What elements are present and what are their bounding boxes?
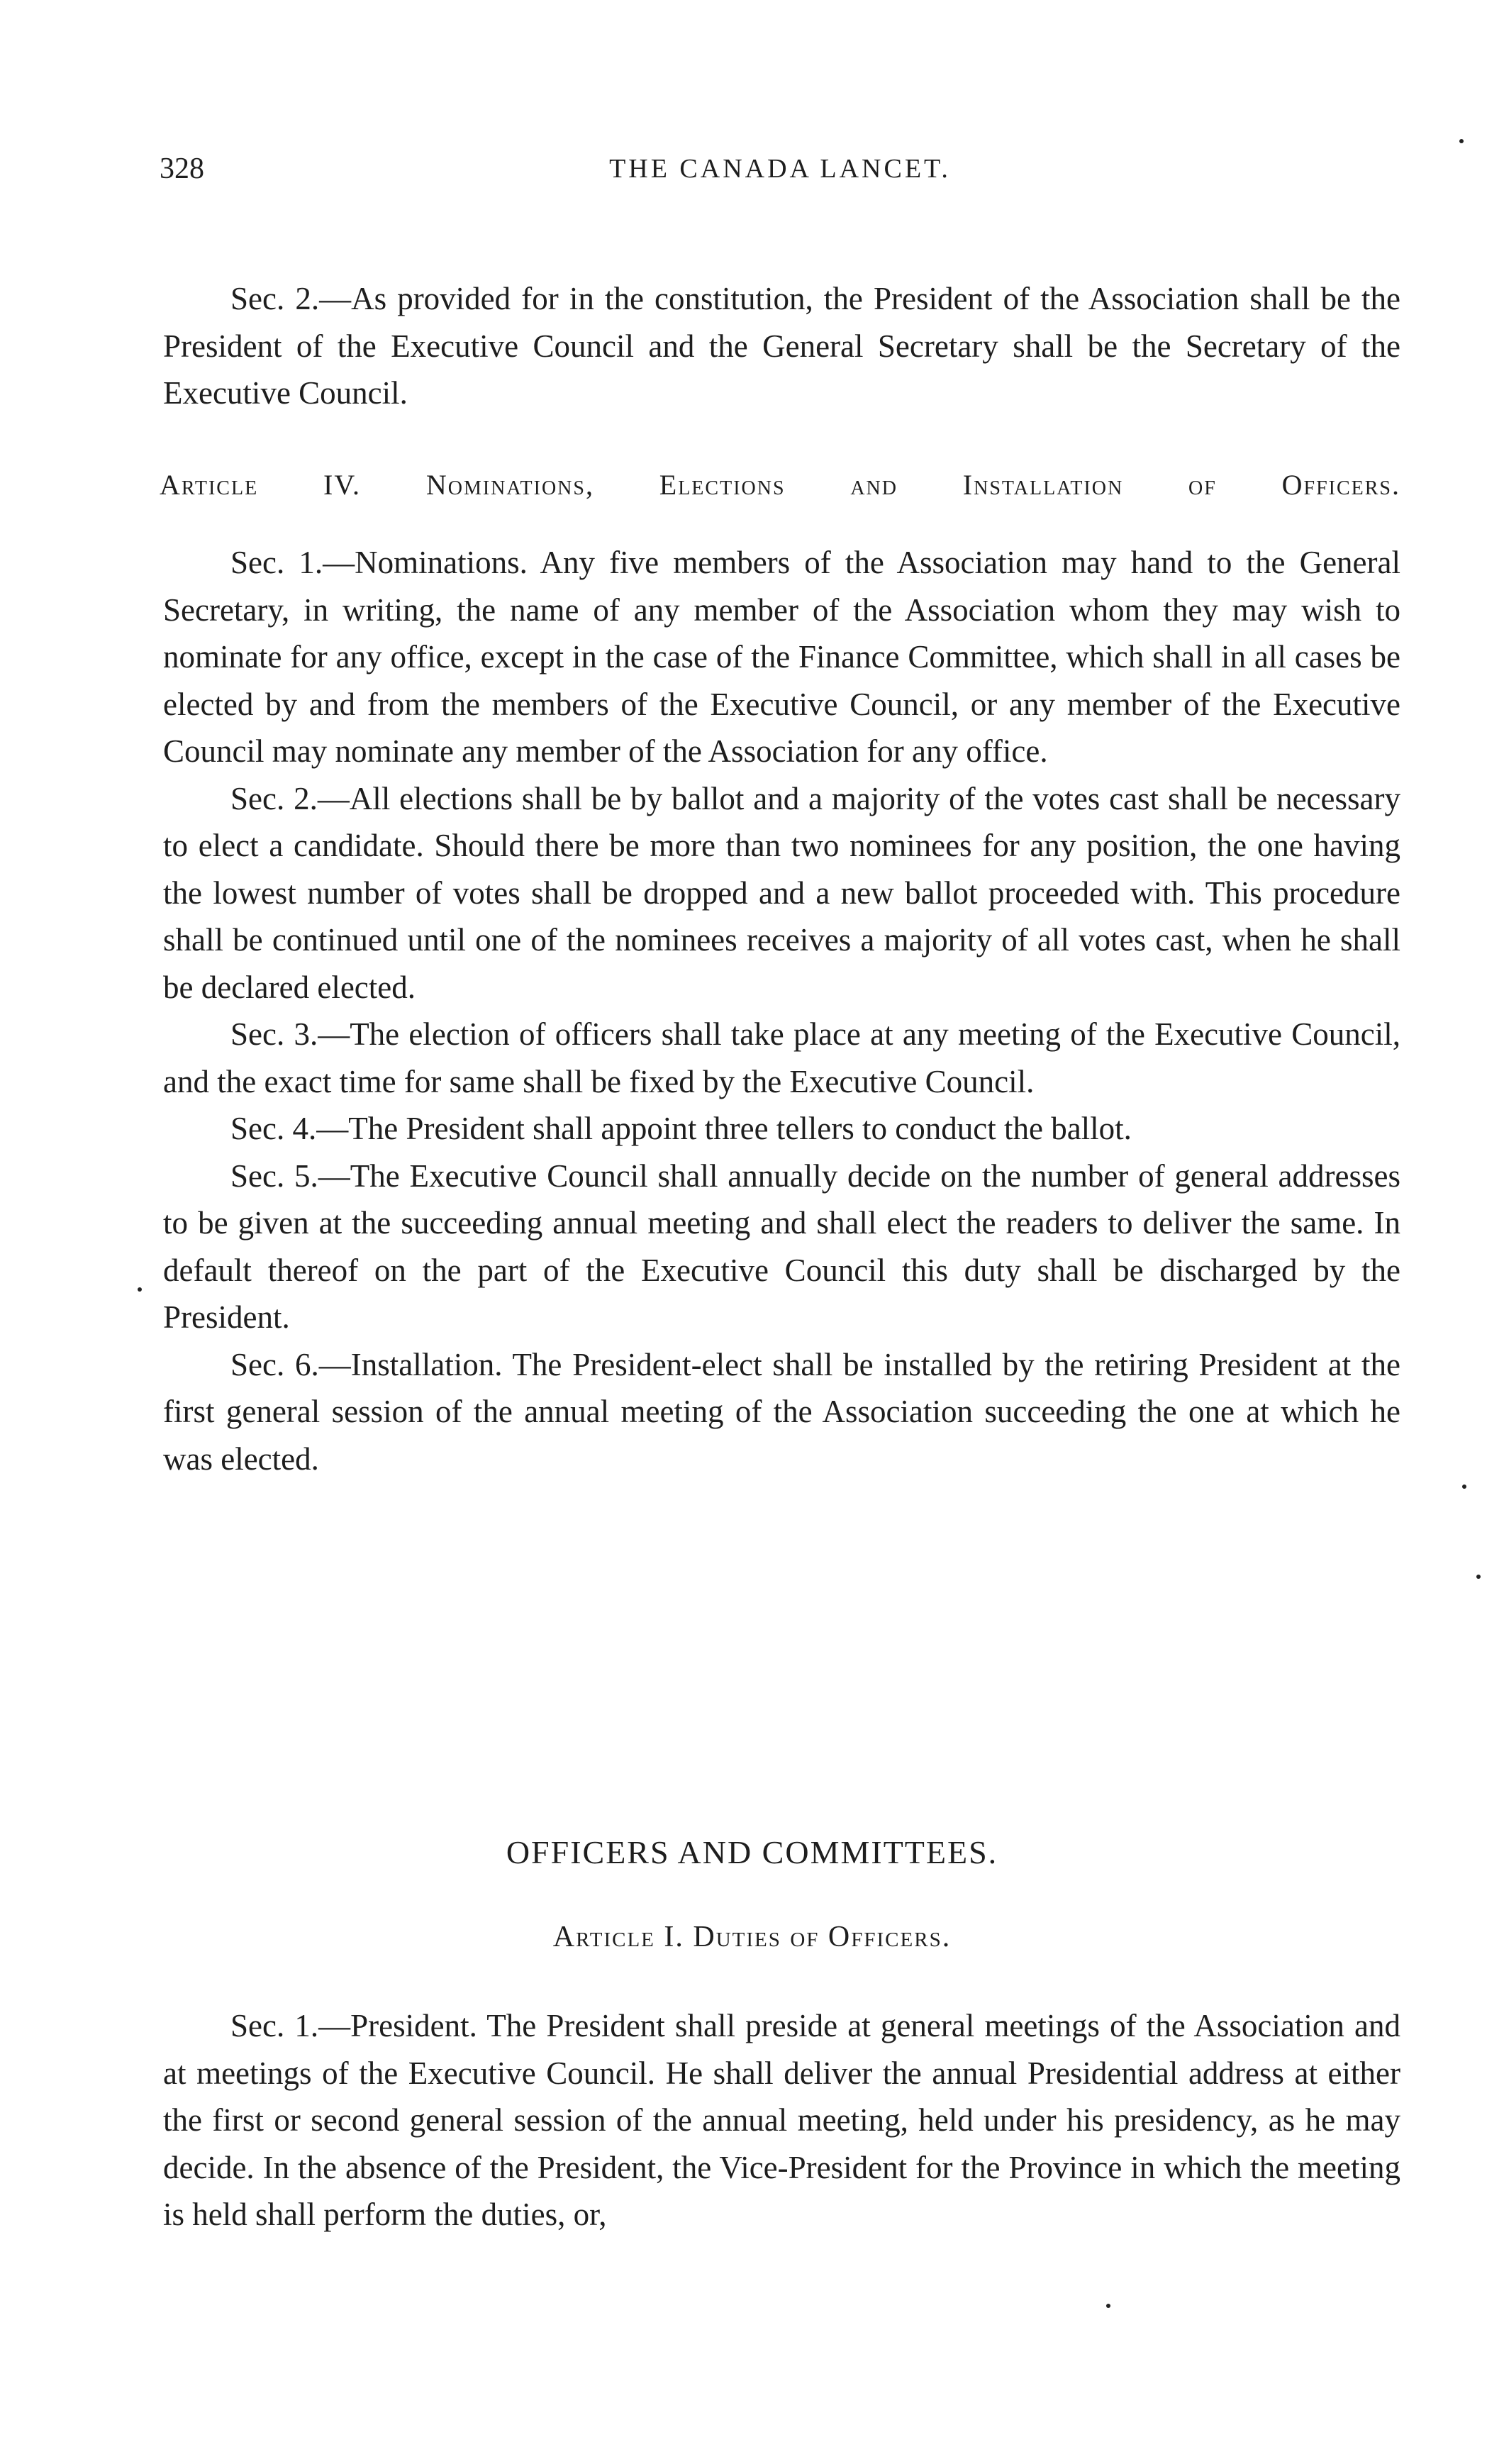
paragraph: Sec. 2.—All elections shall be by ballot and a majority of the votes cast shall be necessary to elect a candidate. Should there be more than two nominees for any position, the one having the lowest number of votes shall be dropped and a new ballot proceeded with. This procedure shall be continued until one of the nominees receives a majority of all votes cast, when he shall be declared elected. xyxy=(163,780,1400,1005)
scan-speck xyxy=(1459,139,1464,143)
running-head: THE CANADA LANCET. xyxy=(609,154,951,184)
constitution-paragraphs xyxy=(163,275,1400,417)
paragraph: Sec. 1.—President. The President shall preside at general meetings of the Association and at meetings of the Executive Council. He shall deliver the annual Presidential address at either the first or second general session of the annual meeting, held under his presidency, as he may decide. In the absence of the President, the Vice-President for the Province in which the meeting is held shall perform the duties, or, xyxy=(163,2008,1400,2232)
page-header xyxy=(160,152,1400,194)
paragraph: Sec. 1.—Nominations. Any five members of the Association may hand to the General Secretary, in writing, the name of any member of the Association whom they may wish to nominate for any office, except in the case of the Finance Committee, which shall in all cases be elected by and from the members of the Executive Council, or any member of the Executive Council may nominate any member of the Association for any office. xyxy=(163,545,1400,769)
page-number: 328 xyxy=(160,152,204,185)
section-title: OFFICERS AND COMMITTEES. xyxy=(506,1834,998,1870)
article-4-sections xyxy=(163,539,1400,1482)
paragraph: Sec. 4.—The President shall appoint three tellers to conduct the ballot. xyxy=(230,1111,1132,1146)
scan-speck xyxy=(138,1287,142,1292)
article-1-heading: Article I. Duties of Officers. xyxy=(552,1921,952,1953)
paragraph: Sec. 6.—Installation. The President-elect shall be installed by the retiring President at the first general session of the annual meeting of the Association succeeding the one at which he was elected. xyxy=(163,1346,1400,1477)
paragraph: Sec. 2.—As provided for in the constitution, the President of the Association shall be the President of the Executive Council and the General Secretary shall be the Secretary of the Executive Council. xyxy=(163,281,1400,411)
scan-speck xyxy=(1476,1575,1481,1579)
scan-speck xyxy=(1106,2304,1110,2308)
article-4-heading: Article IV. Nominations, Elections and Installation of Officers. xyxy=(160,469,1400,501)
paragraph: Sec. 3.—The election of officers shall take place at any meeting of the Executive Council, and the exact time for same shall be fixed by the Executive Council. xyxy=(163,1016,1400,1099)
scan-speck xyxy=(1462,1484,1466,1489)
article-1-sections xyxy=(163,2002,1400,2238)
paragraph: Sec. 5.—The Executive Council shall annually decide on the number of general addresses to be given at the succeeding annual meeting and shall elect the readers to deliver the same. In default thereof on the part of the Executive Council this duty shall be discharged by the President. xyxy=(163,1158,1400,1335)
